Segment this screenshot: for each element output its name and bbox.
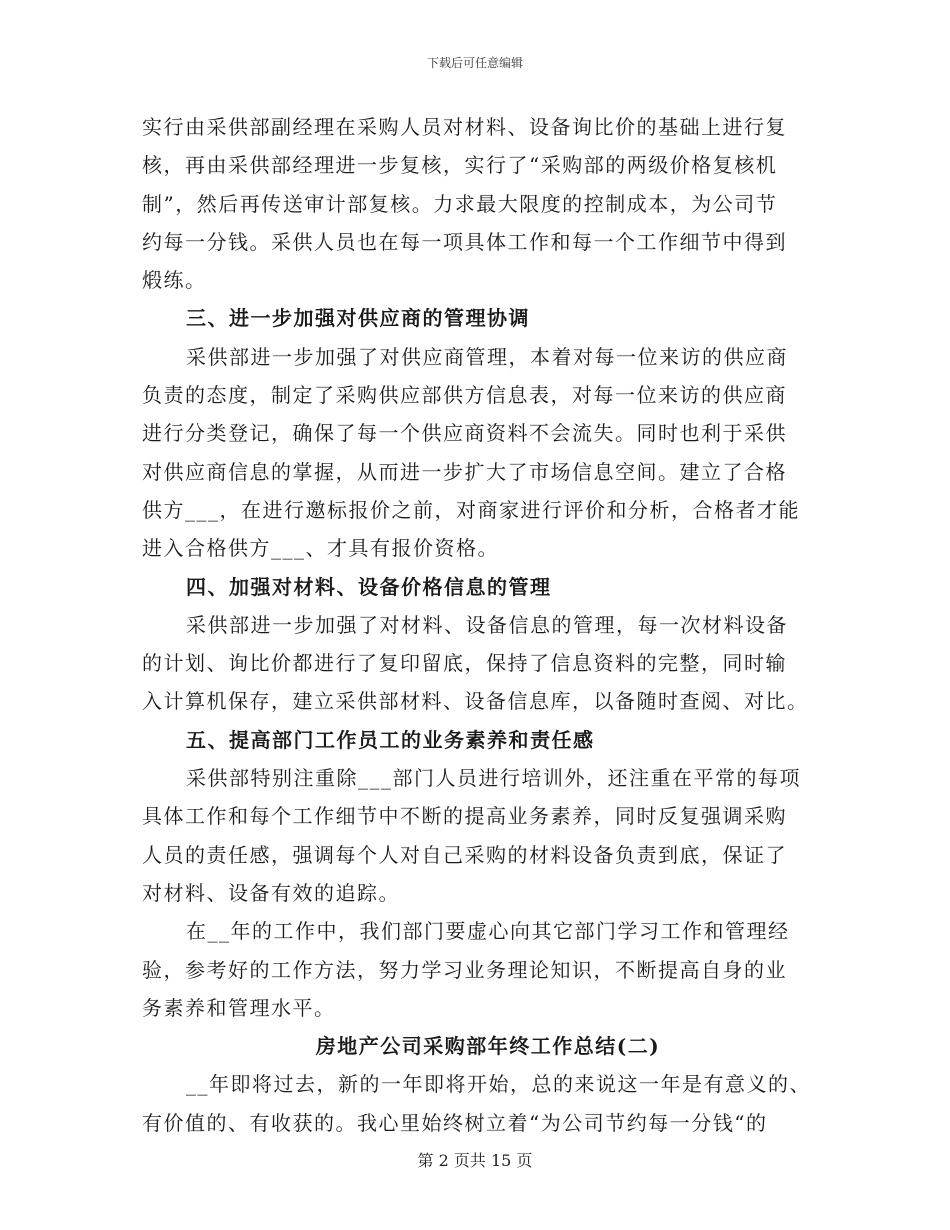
page-footer: 第 2 页共 15 页 bbox=[417, 1151, 533, 1170]
section-heading: 四、加强对材料、设备价格信息的管理 bbox=[186, 574, 552, 599]
body-line: 供方___，在进行邀标报价之前，对商家进行评价和分析，合格者才能 bbox=[142, 497, 800, 522]
body-line: 务素养和管理水平。 bbox=[142, 995, 336, 1020]
page-header: 下载后可任意编辑 bbox=[426, 56, 523, 70]
body-line: 具体工作和每个工作细节中不断的提高业务素养，同时反复强调采购 bbox=[142, 804, 787, 829]
document-title: 房地产公司采购部年终工作总结(二) bbox=[315, 1034, 661, 1059]
section-heading: 三、进一步加强对供应商的管理协调 bbox=[186, 306, 530, 331]
paragraph-first-line: __年即将过去，新的一年即将开始，总的来说这一年是有意义的、 bbox=[186, 1072, 811, 1097]
body-line: 进行分类登记，确保了每一个供应商资料不会流失。同时也利于采供 bbox=[142, 421, 787, 446]
body-line: 煅练。 bbox=[142, 268, 207, 293]
body-line: 入计算机保存，建立采供部材料、设备信息库，以备随时查阅、对比。 bbox=[142, 689, 809, 714]
paragraph-first-line: 采供部进一步加强了对材料、设备信息的管理，每一次材料设备 bbox=[186, 612, 788, 637]
body-line: 进入合格供方___、才具有报价资格。 bbox=[142, 536, 499, 561]
body-line: 的计划、询比价都进行了复印留底，保持了信息资料的完整，同时输 bbox=[142, 651, 787, 676]
body-line: 验，参考好的工作方法，努力学习业务理论知识，不断提高自身的业 bbox=[142, 957, 787, 982]
body-line: 约每一分钱。采供人员也在每一项具体工作和每一个工作细节中得到 bbox=[142, 229, 787, 254]
body-line: 人员的责任感，强调每个人对自己采购的材料设备负责到底，保证了 bbox=[142, 842, 787, 867]
body-line: 负责的态度，制定了采购供应部供方信息表，对每一位来访的供应商 bbox=[142, 383, 787, 408]
body-line: 有价值的、有收获的。我心里始终树立着“为公司节约每一分钱“的 bbox=[142, 1110, 768, 1135]
paragraph-first-line: 采供部进一步加强了对供应商管理，本着对每一位来访的供应商 bbox=[186, 344, 788, 369]
paragraph-first-line: 采供部特别注重除___部门人员进行培训外，还注重在平常的每项 bbox=[186, 766, 801, 791]
section-heading: 五、提高部门工作员工的业务素养和责任感 bbox=[186, 727, 595, 752]
document-body bbox=[142, 108, 812, 1142]
body-line: 对供应商信息的掌握，从而进一步扩大了市场信息空间。建立了合格 bbox=[142, 459, 787, 484]
body-line: 对材料、设备有效的追踪。 bbox=[142, 880, 400, 905]
body-line: 核，再由采供部经理进一步复核，实行了“采购部的两级价格复核机 bbox=[142, 153, 778, 178]
body-line: 实行由采供部副经理在采购人员对材料、设备询比价的基础上进行复 bbox=[142, 115, 787, 139]
body-line: 制”，然后再传送审计部复核。力求最大限度的控制成本，为公司节 bbox=[142, 191, 778, 216]
paragraph-first-line: 在__年的工作中，我们部门要虚心向其它部门学习工作和管理经 bbox=[186, 919, 790, 944]
